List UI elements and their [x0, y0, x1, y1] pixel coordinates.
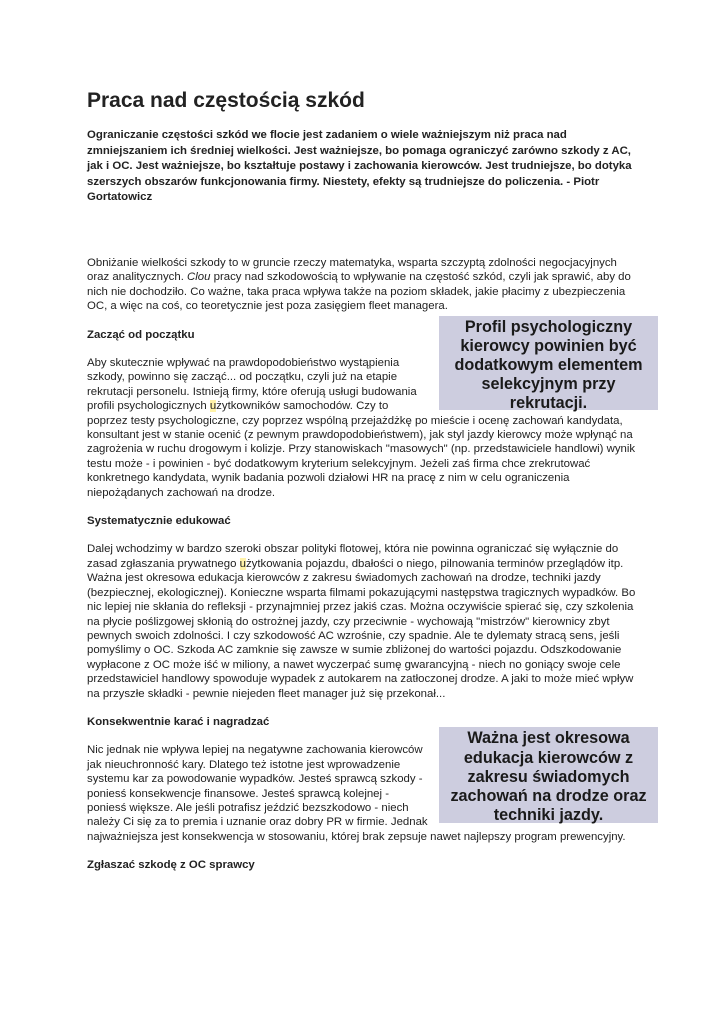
- section-start-text-b: żytkowników samochodów. Czy to poprzez testy psychologiczne, czy poprzez wspólną przejażdżkę po mieście i ocenę zachowań kandydata, konsultant jest w stanie ocenić (z pewnym prawdopodobieństwem), jak styl jazdy kierowcy może wpłynąć na zagrożenia w ruchu drogowym i kolizje. Przy stanowiskach "masowych" (np. przedstawiciele handlowi) wynik testu może - i powinien - być dodatkowym kryterium selekcyjnym. Jeżeli zaś firma chce zrekrutować konkretnego kandydata, wynik badania pozwoli działowi HR na pracę z nim w celu ograniczenia niepożądanych zachowań na drodze.: [87, 400, 636, 499]
- highlight-mark: u: [239, 557, 246, 570]
- section-heading-start: Zacząć od początku: [87, 328, 195, 341]
- lead-paragraph: Ograniczanie częstości szkód we flocie jest zadaniem o wiele ważniejszym niż praca nad zmniejszaniem ich średniej wielkości. Jest ważniejsze, bo pomaga ograniczyć zarówno szkody z AC, jak i OC. Jest ważniejsze, bo kształtuje postawy i zachowania kierowców. Jest trudniejsze, bo dotyka szerszych obszarów funkcjonowania firmy. Niestety, efekty są trudniejsze do policzenia. - Piotr Gortatowicz: [87, 129, 632, 204]
- intro-text-part1: Obniżanie wielkości szkody to w gruncie rzeczy matematyka, wsparta szczyptą zdolności negocjacyjnych oraz analitycznych.: [87, 256, 617, 284]
- section-educate-text-a: Dalej wchodzimy w bardzo szeroki obszar polityki flotowej, która nie powinna ograniczać się wyłącznie do zasad zgłaszania prywatnego: [87, 543, 619, 570]
- intro-text-part2: pracy nad szkodowością to wpływanie na częstość szkód, czyli jak sprawić, aby do nich nie dochodziło. Co ważne, taka praca wpływa także na poziom składek, jakie płacimy z ubezpieczenia OC, a więc na coś, co teoretycznie jest poza zasięgiem fleet managera.: [87, 271, 631, 313]
- section-heading-educate: Systematycznie edukować: [87, 515, 231, 528]
- section-heading-report-claim: Zgłaszać szkodę z OC sprawcy: [87, 859, 255, 872]
- section-body-educate: [87, 542, 639, 700]
- pullquote-psychological-profile: Profil psychologiczny kierowcy powinien być dodatkowym elementem selekcyjnym przy rekrutacji.: [439, 316, 658, 410]
- pullquote-driver-education: Ważna jest okresowa edukacja kierowców z zakresu świadomych zachowań na drodze oraz techniki jazdy.: [439, 727, 658, 823]
- intro-emphasis: Clou: [187, 271, 211, 284]
- section-heading-punish-reward: Konsekwentnie karać i nagradzać: [87, 715, 270, 728]
- page-title: Praca nad częstością szkód: [87, 89, 365, 112]
- section-body-punish-reward: Nic jednak nie wpływa lepiej na negatywne zachowania kierowców jak nieuchronność kary. Dlatego też istotne jest wprowadzenie systemu kar za powodowanie wypadków. Jesteś sprawcą szkody - poniesś konsekwencje finansowe. Jesteś sprawcą kolejnej - poniesś większe. Ale jeśli potrafisz jeździć bezszkodowo - niech należy Ci się za to premia i uznanie oraz dobry PR w firmie. Jednak najważniejsza jest konsekwencja w stosowaniu, której brak zepsuje nawet najlepszy program prewencyjny.: [87, 744, 626, 843]
- section-educate-text-b: żytkowania pojazdu, dbałości o niego, pilnowania terminów przeglądów itp. Ważna jest okresowa edukacja kierowców z zakresu świadomych zachowań na drodze, techniki jazdy (bezpiecznej, ekologicznej). Konieczne wsparta filmami pokazującymi następstwa tragicznych wypadków. Bo nic lepiej nie skłania do refleksji - przynajmniej przez jakiś czas. Można oczywiście spierać się, czy szkolenia na płycie poślizgowej skłonią do ostrożnej jazdy, czy przeciwnie - wychowają "mistrzów" kierownicy zbyt pewnych swoich zdolności. I czy szkodowość AC wzrośnie, czy spadnie. Ale te dylematy stracą sens, jeśli pomyślimy o OC. Szkoda AC zamknie się zawsze w sumie zbliżonej do wartości pojazdu. Odszkodowanie wypłacone z OC może iść w miliony, a nawet wyczerpać sumę gwarancyjną - niech no goniący swoje cele przedstawiciel handlowy spowoduje wypadek z autokarem na zatłoczonej drodze. A jaki to może mieć wpływ na przyszłe składki - pewnie niejeden fleet manager już się przekonał...: [87, 557, 636, 700]
- highlight-mark: u: [209, 400, 217, 413]
- section-start-text-a: Aby skutecznie wpływać na prawdopodobieństwo wystąpienia szkody, powinno się zacząć... od początku, czyli już na etapie rekrutacji personelu. Istnieją firmy, które oferują usługi budowania profili psychologicznych: [87, 357, 417, 413]
- intro-paragraph: [87, 256, 639, 314]
